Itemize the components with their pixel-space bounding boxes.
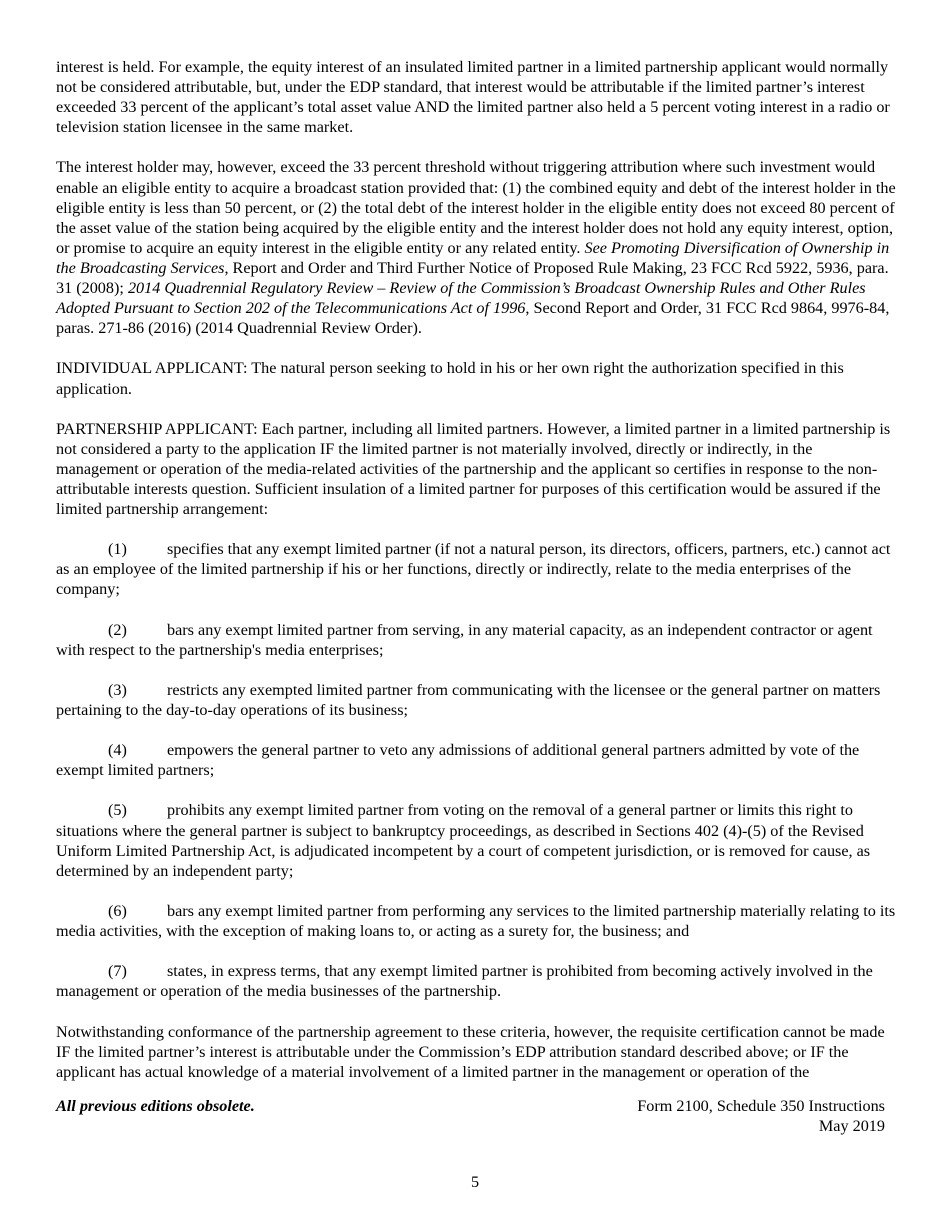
citation-title: 2014 Quadrennial Regulatory Review – Review of the Commission’s Broadcast Ownership Rules and Other Rules Adopted Pursuant to Section 202 of the Telecommunications Act of 1996 bbox=[56, 279, 866, 318]
list-item bbox=[56, 539, 896, 599]
list-item-number: (5) bbox=[108, 801, 127, 820]
list-item-number: (3) bbox=[108, 680, 127, 699]
list-item bbox=[56, 901, 896, 941]
document-body bbox=[56, 57, 896, 1102]
footer-form-info bbox=[637, 1096, 885, 1136]
paragraph-notwithstanding: Notwithstanding conformance of the partnership agreement to these criteria, however, the requisite certification cannot be made IF the limited partner’s interest is attributable under the Commission’s EDP attribution standard described above; or IF the applicant has actual knowledge of a material involvement of a limited partner in the management or operation of the bbox=[56, 1022, 885, 1081]
text-run: , Second Report and Order, 31 FCC Rcd 9864, 9976-84, paras. 271-86 (2016) (2014 Quadrennial Review Order). bbox=[56, 299, 890, 338]
footer-date: May 2019 bbox=[818, 1117, 885, 1136]
list-item bbox=[56, 680, 896, 720]
paragraph-partnership-applicant: PARTNERSHIP APPLICANT: Each partner, including all limited partners. However, a limited partner in a limited partnership is not considered a party to the application IF the limited partner is not materially involved, directly or indirectly, in the management or operation of the media-related activities of the partnership and the applicant so certifies in response to the non-attributable interests question. Sufficient insulation of a limited partner for purposes of this certification would be assured if the limited partnership arrangement: bbox=[56, 419, 891, 519]
citation-title: See Promoting Diversification of Ownership in the Broadcasting Services bbox=[56, 238, 890, 277]
text-run: The interest holder may, however, exceed the 33 percent threshold without triggering attribution where such investment would enable an eligible entity to acquire a broadcast station provided that: (1) the combined equity and debt of the interest holder in the eligible entity is less than 50 percent, or (2) the total debt of the interest holder in the eligible entity does not exceed 80 percent of the asset value of the station being acquired by the eligible entity and the interest holder does not hold any equity interest, option, or promise to acquire an equity interest in the eligible entity or any related entity. bbox=[56, 158, 896, 257]
paragraph-equity-interest: interest is held. For example, the equity interest of an insulated limited partner in a limited partnership applicant would normally not be considered attributable, but, under the EDP standard, that interest would be attributable if the limited partner’s interest exceeded 33 percent of the applicant’s total asset value AND the limited partner also held a 5 percent voting interest in a radio or television station licensee in the same market. bbox=[56, 58, 890, 137]
paragraph-individual-applicant: INDIVIDUAL APPLICANT: The natural person seeking to hold in his or her own right the authorization specified in this application. bbox=[56, 359, 844, 398]
list-item-number: (6) bbox=[108, 901, 127, 920]
list-item bbox=[56, 740, 896, 780]
list-item-text: empowers the general partner to veto any admissions of additional general partners admitted by vote of the exempt limited partners; bbox=[56, 741, 860, 780]
text-run: , Report and Order and Third Further Notice of Proposed Rule Making, 23 FCC Rcd 5922, 5936, para. 31 (2008); bbox=[56, 258, 889, 298]
list-item bbox=[56, 620, 896, 660]
list-item-number: (1) bbox=[108, 540, 127, 559]
list-item-number: (4) bbox=[108, 741, 127, 760]
list-item-text: restricts any exempted limited partner from communicating with the licensee or the general partner on matters pertaining to the day-to-day operations of its business; bbox=[56, 680, 881, 719]
list-item-text: bars any exempt limited partner from performing any services to the limited partnership materially relating to its media activities, with the exception of making loans to, or acting as a surety for, the business; and bbox=[56, 901, 896, 941]
list-item-text: prohibits any exempt limited partner from voting on the removal of a general partner or limits this right to situations where the general partner is subject to bankruptcy proceedings, as described in Sections 402 (4)-(5) of the Revised Uniform Limited Partnership Act, is adjudicated incompetent by a court of competent jurisdiction, or is removed for cause, as determined by an independent party; bbox=[56, 801, 871, 880]
list-item bbox=[56, 961, 896, 1001]
footer-editions-notice: All previous editions obsolete. bbox=[56, 1097, 255, 1115]
list-item-text: specifies that any exempt limited partner (if not a natural person, its directors, officers, partners, etc.) cannot act as an employee of the limited partnership if his or her functions, directly or indirectly, relate to the media enterprises of the company; bbox=[56, 540, 891, 599]
page-number: 5 bbox=[470, 1173, 480, 1191]
footer-form-name: Form 2100, Schedule 350 Instructions bbox=[637, 1097, 885, 1115]
paragraph-threshold-exception bbox=[56, 157, 896, 338]
list-item-number: (7) bbox=[108, 962, 127, 981]
list-item-text: states, in express terms, that any exempt limited partner is prohibited from becoming actively involved in the management or operation of the media businesses of the partnership. bbox=[56, 962, 873, 1001]
list-item bbox=[56, 800, 896, 880]
list-item-number: (2) bbox=[108, 620, 127, 639]
list-item-text: bars any exempt limited partner from serving, in any material capacity, as an independent contractor or agent with respect to the partnership's media enterprises; bbox=[56, 620, 873, 659]
